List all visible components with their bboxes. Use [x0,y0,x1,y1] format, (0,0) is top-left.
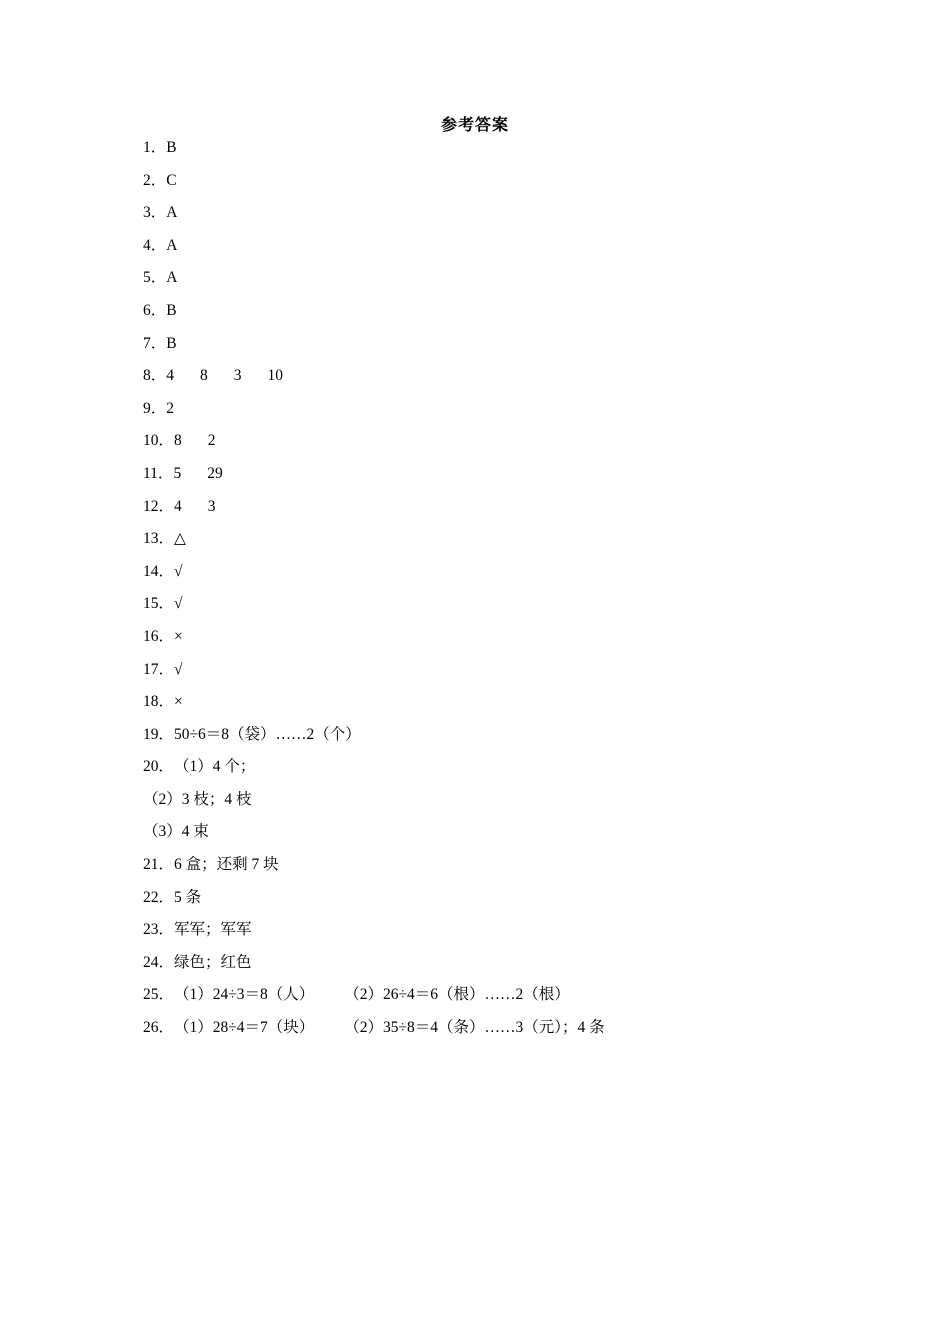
answer-row-26 [143,1016,843,1049]
answer-text: （1）4 个； [174,758,256,776]
answer-text: 军军；军军 [174,921,252,939]
answer-text: （1）24÷3＝8（人） [174,986,315,1004]
answer-row-1 [143,136,843,169]
answer-number: 26． [143,1019,175,1037]
answer-text: √ [174,595,183,613]
answer-text: A [166,269,178,287]
answer-number: 8． [143,367,167,385]
answer-text: 3 [207,497,216,515]
answer-text: C [166,171,177,189]
answer-text: 4 [166,367,175,385]
page-title: 参考答案 [440,117,509,134]
answer-text: √ [174,562,183,580]
answer-row-18 [143,690,843,723]
answer-text: √ [174,660,183,678]
answer-number: 16． [143,627,175,645]
answer-row-6 [143,299,843,332]
answer-row-4 [143,234,843,267]
answer-row-9 [143,397,843,430]
answer-row-22 [143,886,843,919]
answer-number: 22． [143,888,175,906]
answer-text: 绿色；红色 [174,953,252,971]
answer-text: 5 [173,464,182,482]
answer-text: 10 [267,367,284,385]
answer-row-20-sub-3 [143,820,843,853]
answer-text: 29 [207,464,223,482]
answer-text: 2 [207,432,216,450]
answer-text: （1）28÷4＝7（块） [174,1019,315,1037]
answer-number: 1． [143,139,167,156]
answer-number: 13． [143,530,175,548]
answer-row-7 [143,332,843,365]
answer-number: 15． [143,595,175,613]
answer-text: （3）4 束 [143,823,209,841]
answer-row-15 [143,592,843,625]
answer-text: 8 [200,367,208,385]
answer-number: 9． [143,399,167,417]
answer-text: × [174,693,183,711]
answer-text: 50÷6＝8（袋）……2（个） [174,725,361,743]
answer-row-13 [143,527,843,560]
answer-text: × [174,627,183,645]
answer-text: 2 [166,399,175,417]
answer-text: （2）3 枝；4 枝 [143,790,252,808]
answer-text: 6 盒；还剩 7 块 [174,856,279,874]
answer-number: 12． [143,497,175,515]
answer-text: （2）26÷4＝6（根）……2（根） [344,986,570,1004]
answer-row-25 [143,983,843,1016]
answer-number: 5． [143,269,167,287]
answer-row-12 [143,495,843,528]
answer-number: 4． [143,236,167,254]
answer-number: 11． [143,464,174,482]
answer-row-20 [143,755,843,788]
answer-row-10 [143,429,843,462]
answer-text: 3 [233,367,242,385]
answer-row-21 [143,853,843,886]
answer-text: B [166,301,177,319]
answer-row-20-sub-2 [143,788,843,821]
answer-text: B [166,139,177,156]
answer-number: 17． [143,660,175,678]
answer-row-14 [143,560,843,593]
answer-number: 21． [143,856,175,874]
answer-number: 6． [143,301,167,319]
answer-row-19 [143,723,843,756]
answer-number: 7． [143,334,167,352]
answer-row-16 [143,625,843,658]
answer-row-23 [143,918,843,951]
answer-number: 2． [143,171,167,189]
answer-row-8 [143,364,843,397]
answer-row-2 [143,169,843,202]
answer-text: B [166,334,177,352]
answer-row-3 [143,201,843,234]
answer-number: 18． [143,693,175,711]
answer-text: △ [174,530,186,548]
answer-list [143,136,843,1049]
answer-text: 5 条 [174,888,202,906]
answer-row-5 [143,266,843,299]
answer-number: 24． [143,953,175,971]
answer-row-24 [143,951,843,984]
answer-text: 4 [174,497,182,515]
answer-text: A [166,236,178,254]
answer-number: 10． [143,432,175,450]
answer-number: 23． [143,921,175,939]
answer-text: （2）35÷8＝4（条）……3（元）；4 条 [344,1019,605,1037]
answer-row-11 [143,462,843,495]
answer-number: 3． [143,204,167,222]
answer-number: 19． [143,725,175,743]
answer-number: 20． [143,758,175,776]
answer-text: 8 [174,432,182,450]
answer-row-17 [143,658,843,691]
answer-text: A [166,204,178,222]
answer-number: 25． [143,986,175,1004]
answer-number: 14． [143,562,175,580]
